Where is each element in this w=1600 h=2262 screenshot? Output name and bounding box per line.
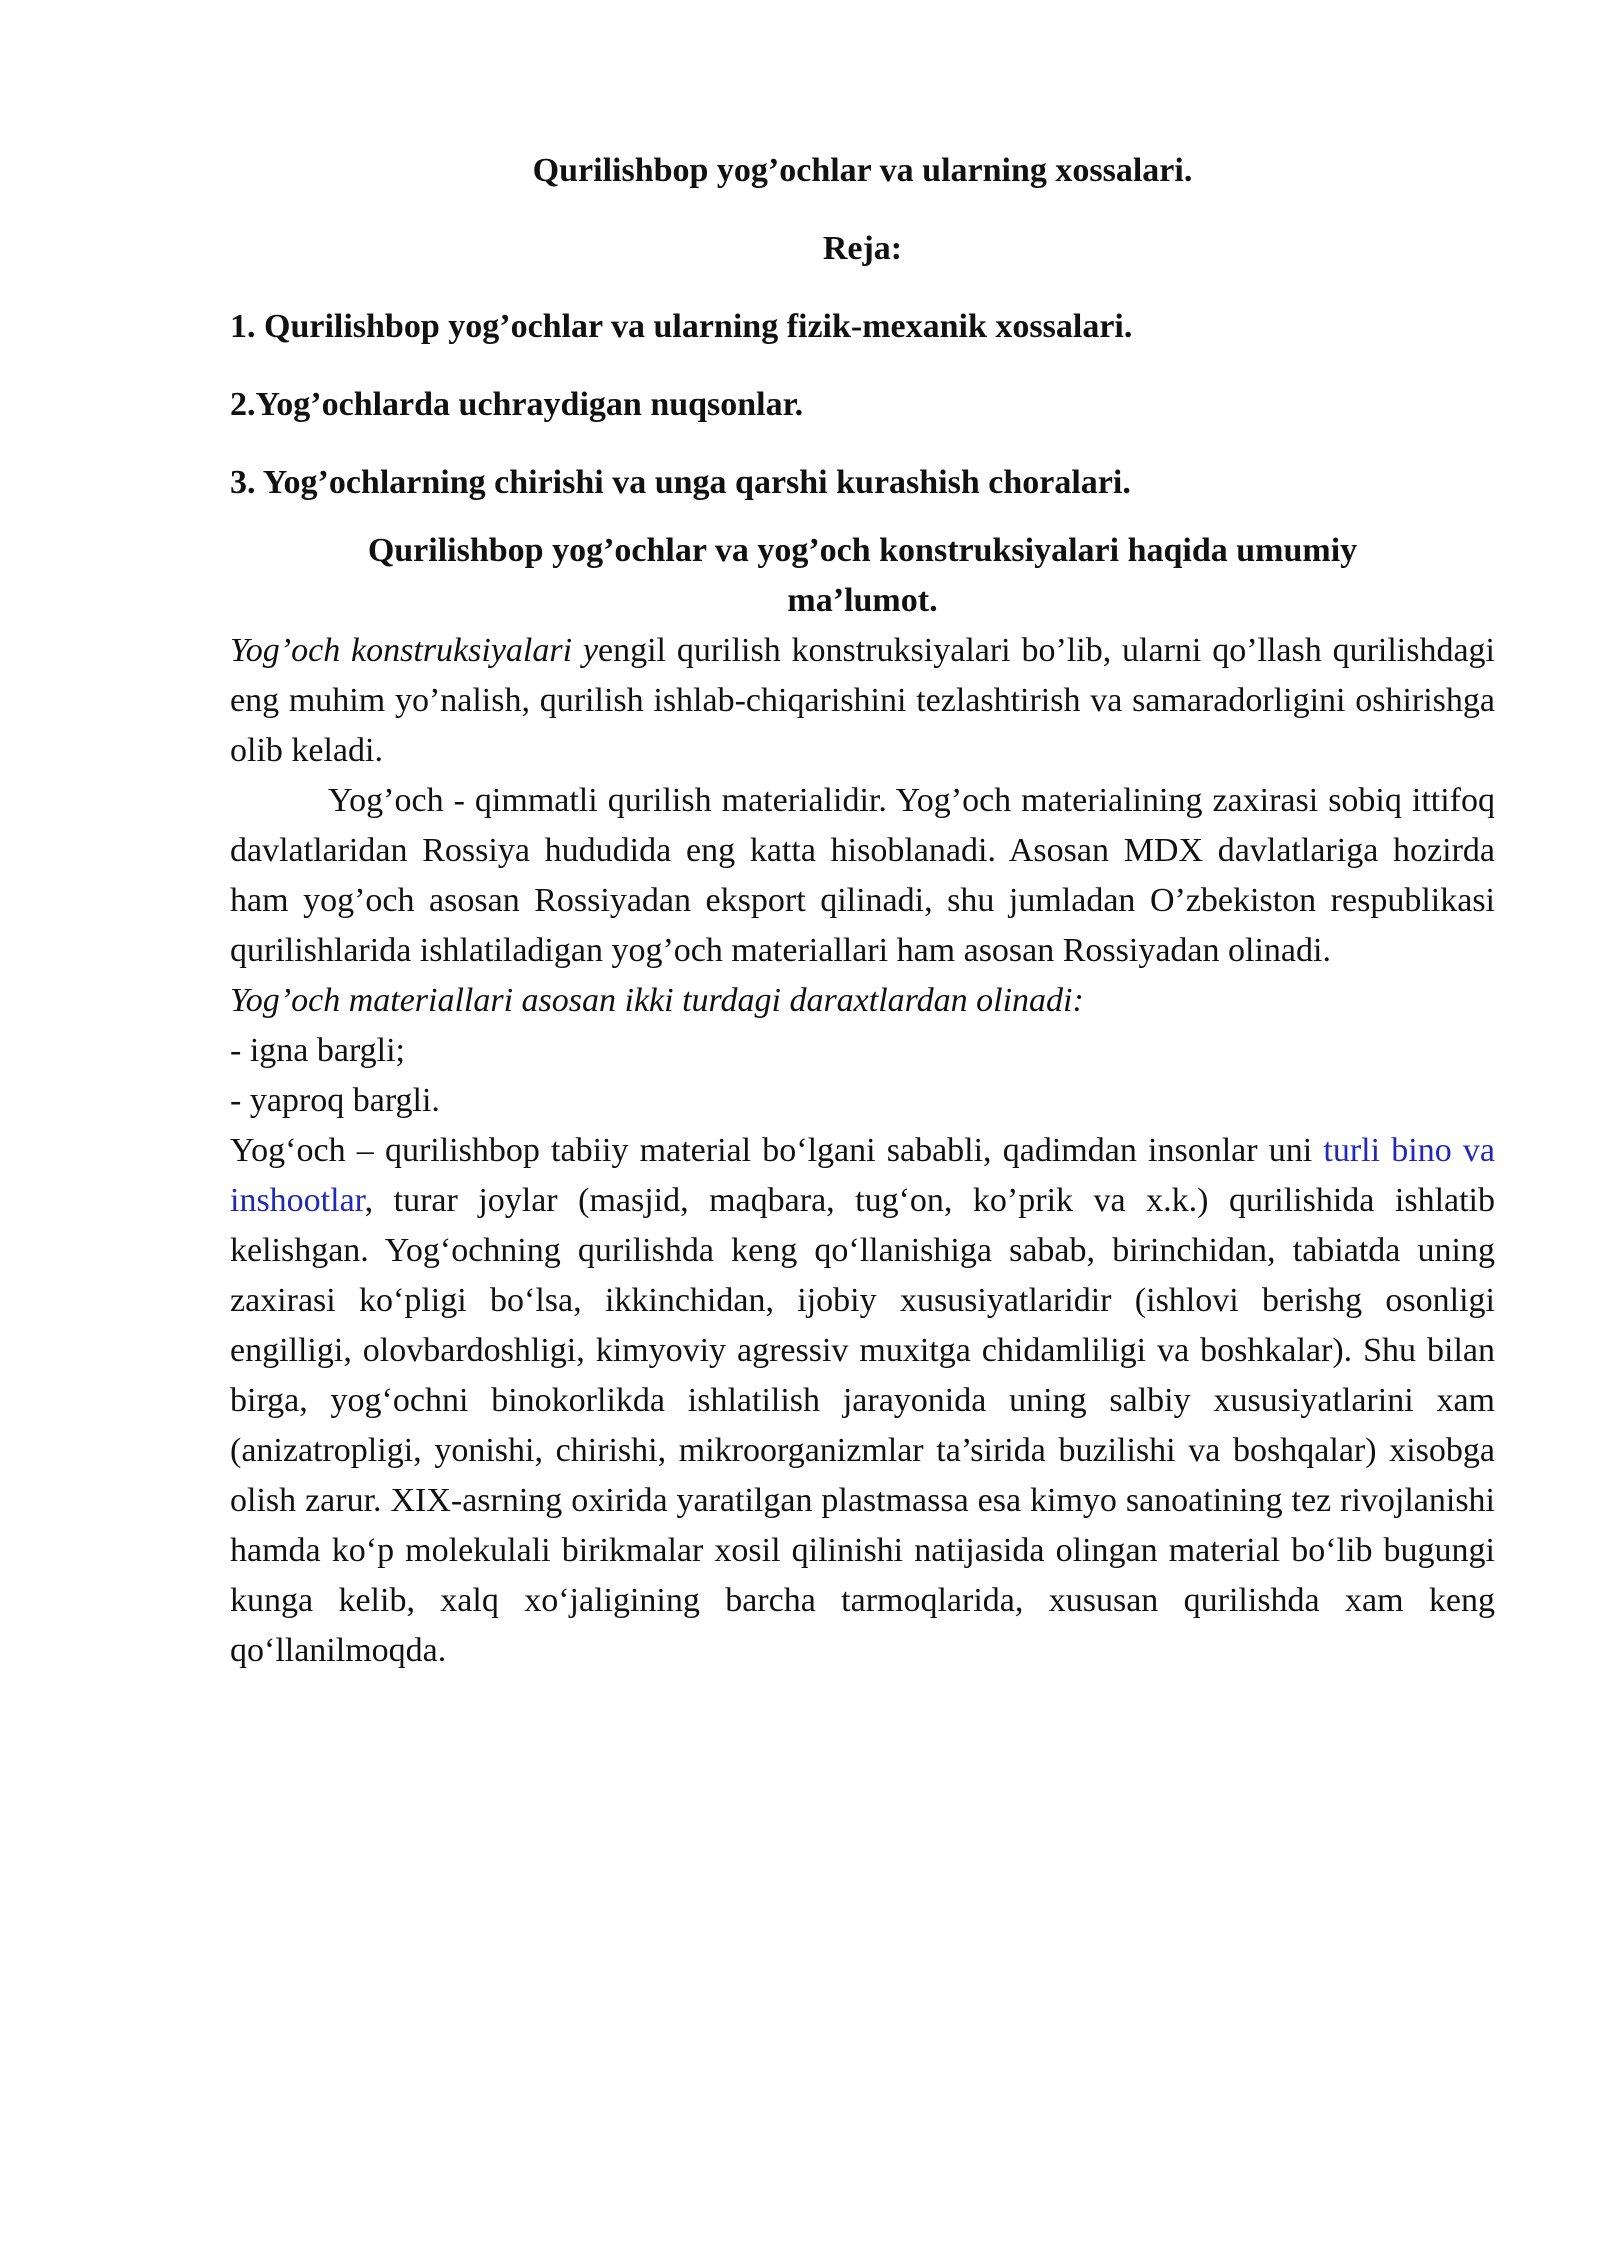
paragraph-4 xyxy=(230,1126,1495,1676)
paragraph-1-text: engil qurilish konstruksiyalari bo’lib, ularni qo’llash qurilishdagi eng muhim yo’nalish, qurilish ishlab-chiqarishini tezlashtirish va samaradorligini oshirishga olib keladi. xyxy=(230,632,1496,769)
paragraph-1-italic-lead: Yog’och konstruksiyalari y xyxy=(230,632,598,669)
list-item-igna: - igna bargli; xyxy=(230,1032,405,1069)
section-title: Qurilishbop yog’ochlar va yog’och konstruksiyalari haqida umumiy ma’lumot. xyxy=(367,532,1358,619)
document-content xyxy=(230,146,1495,1676)
plan-item-1: 1. Qurilishbop yog’ochlar va ularning fizik-mexanik xossalari. xyxy=(230,308,1133,345)
paragraph-3-italic: Yog’och materiallari asosan ikki turdagi daraxtlardan olinadi: xyxy=(230,982,1084,1019)
paragraph-1 xyxy=(230,626,1495,776)
paragraph-4-text-after: , turar joylar (masjid, maqbara, tug‘on, ko’prik va x.k.) qurilishida ishlatib kelishgan. Yog‘ochning qurilishda keng qo‘llanishiga sabab, birinchidan, tabiatda uning zaxirasi ko‘pligi bo‘lsa, ikkinchidan, ijobiy xususiyatlaridir (ishlovi berishg osonligi engilligi, olovbardoshligi, kimyoviy agressiv muxitga chidamliligi va boshkalar). Shu bilan birga, yog‘ochni binokorlikda ishlatilish jarayonida uning salbiy xususiyatlarini xam (anizatropligi, yonishi, chirishi, mikroorganizmlar ta’sirida buzilishi va boshqalar) xisobga olish zarur. XIX-asrning oxirida yaratilgan plastmassa esa kimyo sanoatining tez rivojlanishi hamda ko‘p molekulali birikmalar xosil qilinishi natijasida olingan material bo‘lib bugungi kunga kelib, xalq xo‘jaligining barcha tarmoqlarida, xususan qurilishda xam keng qo‘llanilmoqda. xyxy=(230,1182,1495,1669)
paragraph-2: Yog’och - qimmatli qurilish materialidir. Yog’och materialining zaxirasi sobiq ittifoq davlatlaridan Rossiya hududida eng katta hisoblanadi. Asosan MDX davlatlariga hozirda ham yog’och asosan Rossiyadan eksport qilinadi, shu jumladan O’zbekiston respublikasi qurilishlarida ishlatiladigan yog’och materiallari ham asosan Rossiyadan olinadi. xyxy=(230,782,1495,969)
plan-heading: Reja: xyxy=(822,230,903,267)
paragraph-4-link[interactable]: turli bino va inshootlar xyxy=(230,1132,1495,1219)
document-title: Qurilishbop yog’ochlar va ularning xossalari. xyxy=(532,152,1193,189)
list-item-yaproq: - yaproq bargli. xyxy=(230,1082,440,1119)
plan-item-2: 2.Yog’ochlarda uchraydigan nuqsonlar. xyxy=(230,386,804,423)
plan-item-3: 3. Yog’ochlarning chirishi va unga qarshi kurashish choralari. xyxy=(230,464,1131,501)
paragraph-4-text-before: Yog‘och – qurilishbop tabiiy material bo‘lgani sababli, qadimdan insonlar uni xyxy=(230,1132,1324,1169)
